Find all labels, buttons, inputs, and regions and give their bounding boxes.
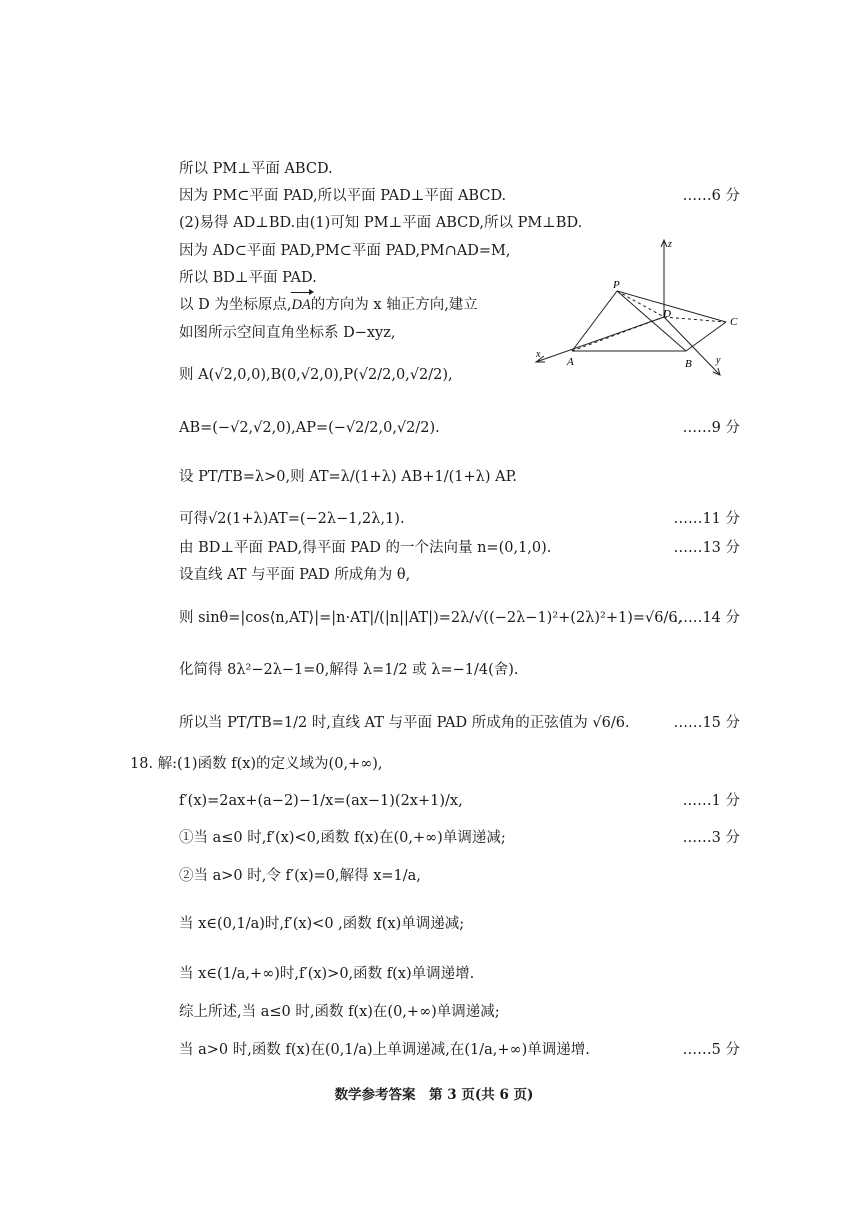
line-21-text: 当 x∈(0,1/a)时,f′(x)<0 ,函数 f(x)单调递减; (179, 916, 465, 932)
score-11: ……11 分 (673, 511, 740, 527)
line-2-text: 因为 PM⊂平面 PAD,所以平面 PAD⊥平面 ABCD. (179, 188, 507, 204)
vector-da: DA (291, 297, 311, 313)
solution-line-4 (179, 241, 511, 261)
line-19-text: ①当 a≤0 时,f′(x)<0,函数 f(x)在(0,+∞)单调递减; (179, 830, 506, 846)
line-9-text: AB=(−√2,√2,0),AP=(−√2/2,0,√2/2). (179, 420, 440, 436)
score-14: ……14 分 (673, 610, 740, 626)
line-7-text: 如图所示空间直角坐标系 D−xyz, (179, 325, 396, 341)
label-p: P (613, 279, 620, 291)
solution-line-2 (179, 186, 506, 206)
line-4-text: 因为 AD⊂平面 PAD,PM⊂平面 PAD,PM∩AD=M, (179, 243, 511, 259)
x-axis (536, 317, 664, 362)
line-23-text: 综上所述,当 a≤0 时,函数 f(x)在(0,+∞)单调递减; (179, 1004, 500, 1020)
y-axis (664, 317, 720, 375)
line-17-text: 18. 解:(1)函数 f(x)的定义域为(0,+∞), (130, 756, 383, 772)
solution-line-6 (179, 295, 478, 315)
solution-line-5 (179, 268, 317, 288)
solution-line-16 (179, 713, 630, 733)
solution-line-3 (179, 213, 582, 233)
line-12-text: 由 BD⊥平面 PAD,得平面 PAD 的一个法向量 n=(0,1,0). (179, 540, 552, 556)
line-18-text: f′(x)=2ax+(a−2)−1/x=(ax−1)(2x+1)/x, (179, 793, 463, 809)
line-24-text: 当 a>0 时,函数 f(x)在(0,1/a)上单调递减,在(1/a,+∞)单调递增. (179, 1042, 590, 1058)
score-5: ……5 分 (682, 1042, 740, 1058)
edge-pd (617, 291, 664, 317)
line-11-text: 可得√2(1+λ)AT=(−2λ−1,2λ,1). (179, 511, 405, 527)
line-10-text: 设 PT/TB=λ>0,则 AT=λ/(1+λ) AB+1/(1+λ) AP. (179, 469, 518, 485)
line-6a-text: 以 D 为坐标原点, (179, 297, 292, 313)
line-1-text: 所以 PM⊥平面 ABCD. (179, 161, 333, 177)
solution-line-18 (179, 791, 463, 811)
line-8-text: 则 A(√2,0,0),B(0,√2,0),P(√2/2,0,√2/2), (179, 367, 453, 383)
line-20-text: ②当 a>0 时,令 f′(x)=0,解得 x=1/a, (179, 868, 421, 884)
coordinate-figure (530, 235, 750, 380)
line-6b-text: 的方向为 x 轴正方向,建立 (310, 297, 478, 313)
label-d: D (663, 308, 671, 320)
solution-line-12 (179, 538, 551, 558)
solution-line-21 (179, 914, 464, 934)
line-14-text: 则 sinθ=|cos⟨n,AT⟩|=|n·AT|/(|n||AT|)=2λ/√((−2λ−1)²+(2λ)²+1)=√6/6, (179, 610, 683, 626)
solution-line-7 (179, 323, 396, 343)
solution-line-1 (179, 159, 333, 179)
solution-line-9 (179, 418, 440, 438)
score-9: ……9 分 (682, 420, 740, 436)
line-22-text: 当 x∈(1/a,+∞)时,f′(x)>0,函数 f(x)单调递增. (179, 966, 475, 982)
solution-line-22 (179, 964, 474, 984)
label-b: B (685, 358, 692, 370)
label-z: z (668, 239, 672, 250)
page-footer: 数学参考答案 第 3 页(共 6 页) (334, 1087, 534, 1103)
edge-bc (686, 322, 726, 351)
solution-line-11 (179, 509, 405, 529)
solution-line-23 (179, 1002, 500, 1022)
solution-line-19 (179, 828, 506, 848)
solution-line-24 (179, 1040, 590, 1060)
solution-line-14 (179, 608, 682, 628)
score-6: ……6 分 (682, 188, 740, 204)
score-1: ……1 分 (682, 793, 740, 809)
score-13: ……13 分 (673, 540, 740, 556)
label-a: A (567, 356, 574, 368)
solution-line-10 (179, 467, 517, 487)
label-x: x (536, 349, 541, 360)
edge-pb (617, 291, 686, 351)
solution-line-17 (130, 754, 383, 774)
solution-line-13 (179, 565, 410, 585)
solution-line-20 (179, 866, 421, 886)
line-16-text: 所以当 PT/TB=1/2 时,直线 AT 与平面 PAD 所成角的正弦值为 √6/6. (179, 715, 630, 731)
label-y: y (716, 355, 721, 366)
solution-line-15 (179, 660, 519, 680)
score-15: ……15 分 (673, 715, 740, 731)
solution-line-8 (179, 365, 453, 385)
line-15-text: 化简得 8λ²−2λ−1=0,解得 λ=1/2 或 λ=−1/4(舍). (179, 662, 519, 678)
line-5-text: 所以 BD⊥平面 PAD. (179, 270, 317, 286)
line-13-text: 设直线 AT 与平面 PAD 所成角为 θ, (179, 567, 411, 583)
edge-pa (572, 291, 617, 351)
label-c: C (730, 316, 738, 328)
line-3-text: (2)易得 AD⊥BD.由(1)可知 PM⊥平面 ABCD,所以 PM⊥BD. (179, 215, 583, 231)
score-3: ……3 分 (682, 830, 740, 846)
